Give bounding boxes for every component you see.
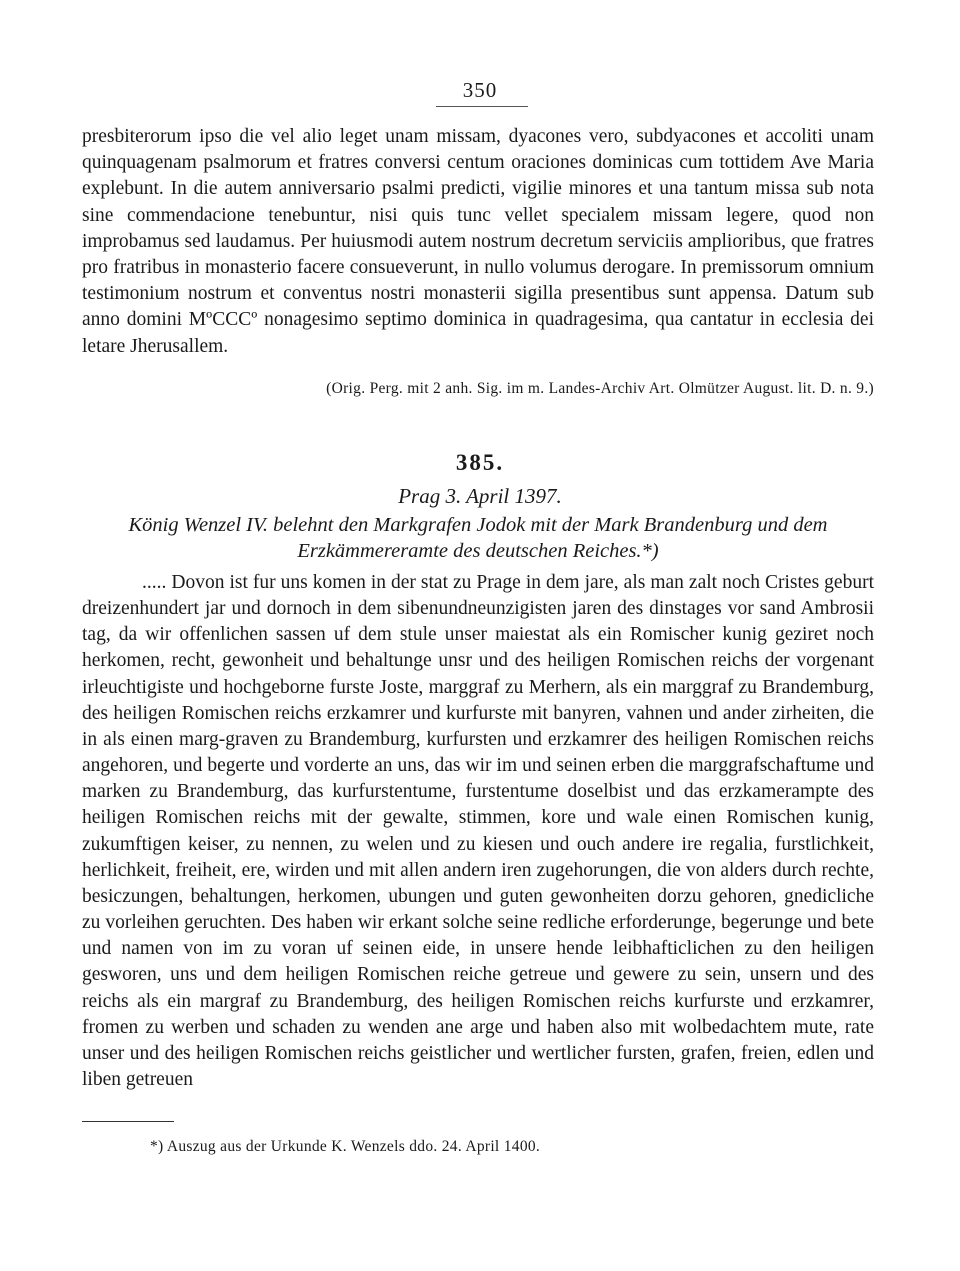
document-heading: König Wenzel IV. belehnt den Markgrafen Jodok mit der Mark Brandenburg und dem Erzkämmereramte des deutschen Reiches.*) bbox=[128, 514, 828, 562]
document-text: ..... Dovon ist fur uns komen in der stat zu Prage in dem jare, als man zalt noch Cristes geburt dreizenhundert jar und dornoch in dem sibenundneunzigisten jaren des dinstages vor sand Ambrosii tag, da wir offenlichen sassen uf dem stule unser maiestat als ein Romischer kunig geziret noch herkomen, recht, gewonheit und behaltunge unsr und des heiligen Romischen reichs der vorgenant irleuchtigiste und hochgeborne furste Joste, marggraf zu Merhern, als ein marggraf zu Brandemburg, des heiligen Romischen reichs erzkamrer und kurfurste mit banyren, vahnen und ander zirheiten, die in als einen marg-graven zu Brandemburg, kurfursten und erzkamrer des heiligen Romischen reichs angehoren, und begerte und vorderte an uns, das wir im und seinen erben die marggrafschaftume und marken zu Brandemburg, das kurfurstentume, furstentume doselbist und das erzkamerampte des heiligen Romischen reichs mit der gewalte, stimmen, kore und wale einen Romischen kunig, zukumftigen keiser, zu nennen, zu welen und zu kiesen und ouch andere ire regalia, furstlichkeit, herlichkeit, freiheit, ere, wirden und mit allen andern iren zugehorungen, die von alders durch rechte, besiczungen, behaltungen, herkomen, ubungen und guten gewonheiten dorzu gehoren, gnedicliche zu vorleihen geruchten. Des haben wir erkant solche seine redliche erforderunge, begerunge und bete und namen von im zu voran uf seinen eide, in unsere hende leibhafticlichen zu den heiligen gesworen, uns und dem heiligen Romischen reiche getreue und gewere zu sein, unsern und des reichs als ein margraf zu Brandemburg, des heiligen Romischen reichs kurfurste und erzkamrer, fromen zu werben und schaden zu wenden ane arge und haben also mit wolbedachtem mute, rate unser und des heiligen Romischen reichs geistlicher und wertlicher fursten, grafen, freien, edlen und liben getreuen bbox=[82, 572, 874, 1090]
footnote: *) Auszug aus der Urkunde K. Wenzels ddo. 24. April 1400. bbox=[150, 1138, 541, 1155]
source-note: (Orig. Perg. mit 2 anh. Sig. im m. Landes-Archiv Art. Olmützer August. lit. D. n. 9.) bbox=[326, 380, 874, 397]
footnote-rule bbox=[82, 1121, 174, 1122]
document-body bbox=[82, 570, 874, 1093]
continuation-text: presbiterorum ipso die vel alio leget unam missam, dyacones vero, subdyacones et accoliti unam quinquagenam psalmorum et fratres conversi centum oraciones dominicas cum tottidem Ave Maria explebunt. In die autem anniversario psalmi predicti, vigilie minores et una tantum missa sub nota sine commendacione tenebuntur, nisi quis tunc vellet specialem missam legere, quod non improbamus sed laudamus. Per huiusmodi autem nostrum decretum serviciis amplioribus, que fratres pro fratribus in monasterio facere consueverunt, in nullo volumus derogare. In premissorum omnium testimonium nostrum et conventus nostri monasterii sigilla presentibus sunt appensa. Datum sub anno domini MºCCCº nonagesimo septimo dominica in quadragesima, qua cantatur in ecclesia dei letare Jherusallem. bbox=[82, 126, 874, 357]
document-date: Prag 3. April 1397. bbox=[398, 484, 562, 508]
page-number: 350 bbox=[462, 78, 498, 102]
document-number: 385. bbox=[455, 450, 505, 475]
continuation-paragraph bbox=[82, 124, 874, 360]
page-number-rule bbox=[436, 106, 528, 107]
